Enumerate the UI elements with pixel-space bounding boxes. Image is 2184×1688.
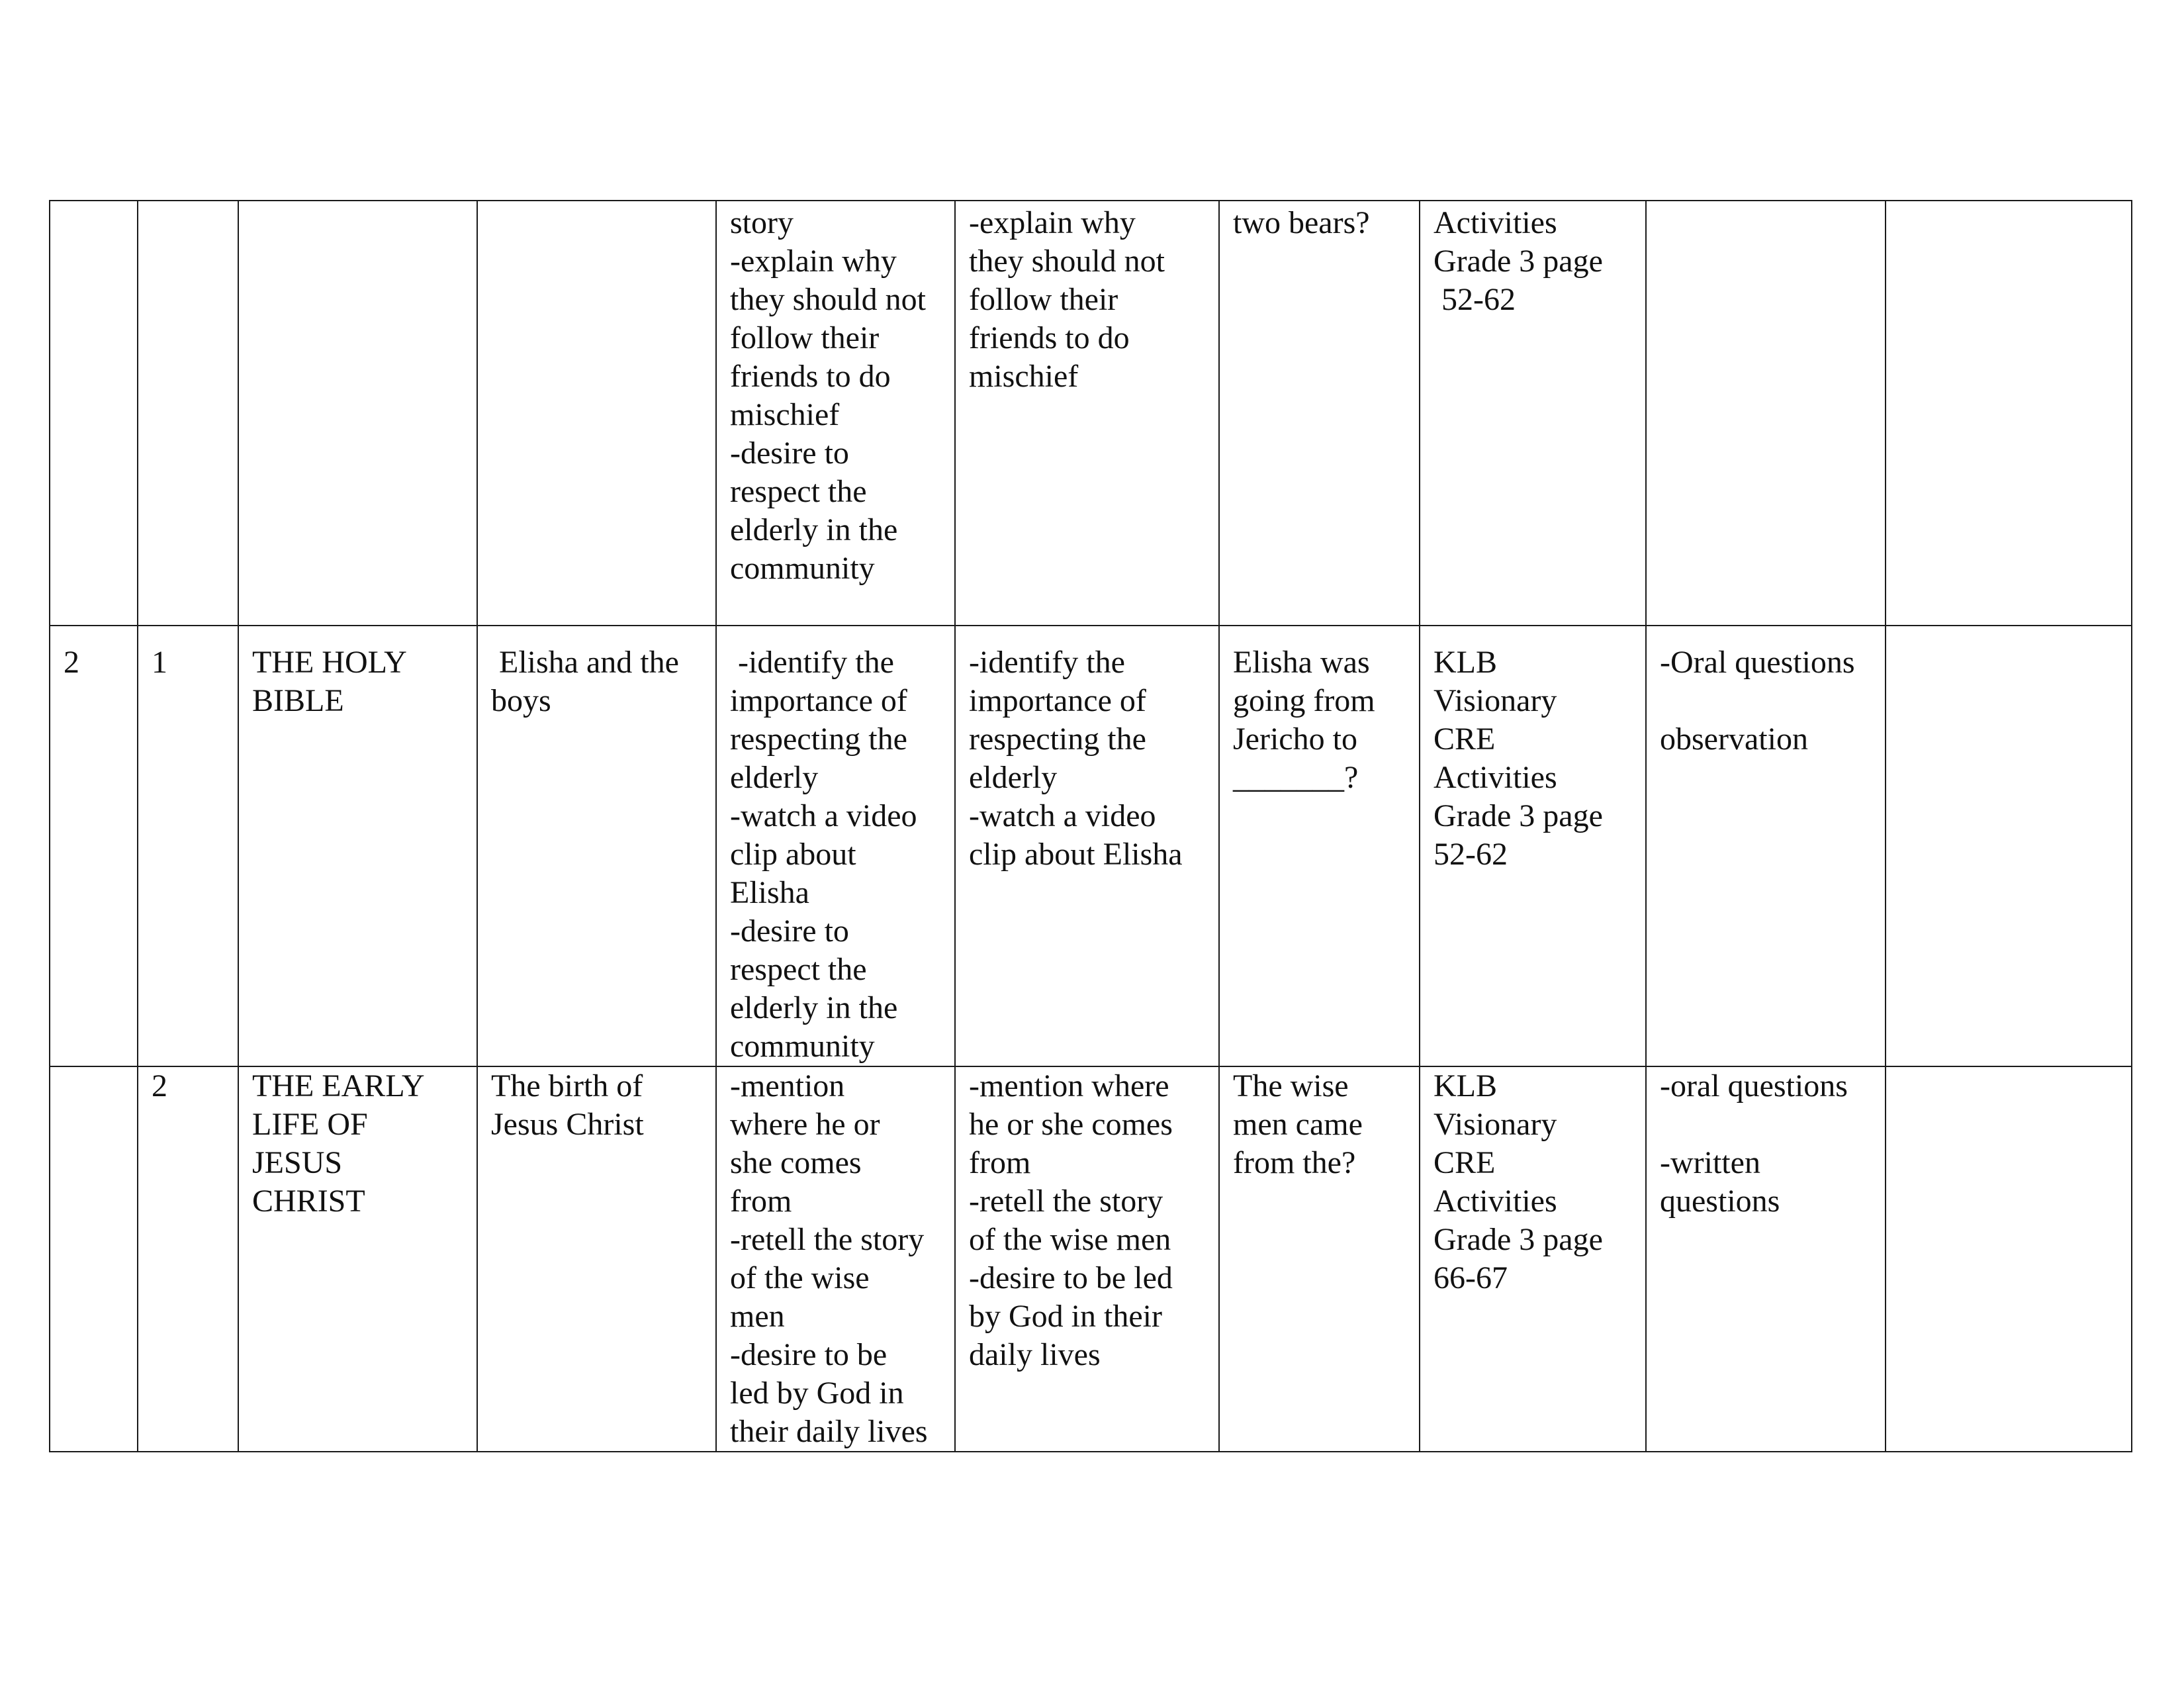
learning-resources-cell: KLB Visionary CRE Activities Grade 3 page 66-67	[1420, 1066, 1646, 1452]
scheme-of-work-table	[49, 200, 2132, 1452]
lesson-cell	[138, 201, 238, 626]
strand-cell: THE EARLY LIFE OF JESUS CHRIST	[238, 1066, 477, 1452]
learning-resources-cell: Activities Grade 3 page 52-62	[1420, 201, 1646, 626]
lesson-cell: 1	[138, 626, 238, 1066]
week-cell	[50, 1066, 138, 1452]
table-row	[50, 201, 2132, 626]
learning-outcomes-cell: -identify the importance of respecting the elderly -watch a video clip about Elisha -desire to respect the elderly in the community	[716, 626, 955, 1066]
inquiry-question-cell: The wise men came from the?	[1219, 1066, 1420, 1452]
learning-outcomes-cell: -mention where he or she comes from -retell the story of the wise men -desire to be led by God in their daily lives	[716, 1066, 955, 1452]
assessment-cell: -oral questions -written questions	[1646, 1066, 1886, 1452]
week-cell: 2	[50, 626, 138, 1066]
week-cell	[50, 201, 138, 626]
reflection-cell	[1886, 626, 2132, 1066]
reflection-cell	[1886, 1066, 2132, 1452]
inquiry-question-cell: two bears?	[1219, 201, 1420, 626]
strand-cell: THE HOLY BIBLE	[238, 626, 477, 1066]
table-row	[50, 1066, 2132, 1452]
learning-experiences-cell: -explain why they should not follow their friends to do mischief	[955, 201, 1219, 626]
reflection-cell	[1886, 201, 2132, 626]
sub-strand-cell: The birth of Jesus Christ	[477, 1066, 716, 1452]
table-row	[50, 626, 2132, 1066]
lesson-cell: 2	[138, 1066, 238, 1452]
sub-strand-cell: Elisha and the boys	[477, 626, 716, 1066]
learning-resources-cell: KLB Visionary CRE Activities Grade 3 page 52-62	[1420, 626, 1646, 1066]
learning-experiences-cell: -mention where he or she comes from -retell the story of the wise men -desire to be led by God in their daily lives	[955, 1066, 1219, 1452]
strand-cell	[238, 201, 477, 626]
assessment-cell: -Oral questions observation	[1646, 626, 1886, 1066]
sub-strand-cell	[477, 201, 716, 626]
learning-experiences-cell: -identify the importance of respecting the elderly -watch a video clip about Elisha	[955, 626, 1219, 1066]
learning-outcomes-cell: story -explain why they should not follow their friends to do mischief -desire to respect the elderly in the community	[716, 201, 955, 626]
assessment-cell	[1646, 201, 1886, 626]
inquiry-question-cell: Elisha was going from Jericho to _______?	[1219, 626, 1420, 1066]
